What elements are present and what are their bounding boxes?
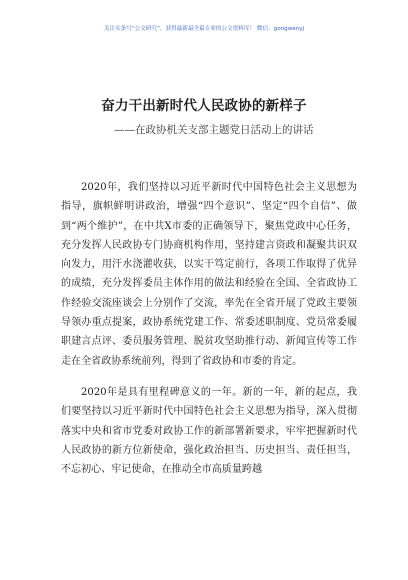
header-banner: 关注头条号“公文研究”，获得最新最全最专业的公文资料库！ 微信：gongwenyj [103, 26, 305, 32]
document-subtitle: ——在政协机关支部主题党日活动上的讲话 [114, 124, 314, 136]
paragraph-2: 2020年是具有里程碑意义的一年。新的一年，新的起点，我们要坚持以习近平新时代中国特色社会主义思想为指导，深入贯彻落实中央和省市党委对政协工作的新部署新要求，牢牢把握新时代人民政协的新方位新使命，强化政治担当、历史担当、责任担当，不忘初心、牢记使命，在推动全市高质量跨越 [61, 386, 357, 476]
document-body [61, 178, 357, 491]
paragraph-1: 2020年，我们坚持以习近平新时代中国特色社会主义思想为指导，旗帜鲜明讲政治，增强“四个意识”、坚定“四个自信”、做到“两个维护”，在中共X市委的正确领导下，聚焦党政中心任务，充分发挥人民政协专门协商机构作用，坚持建言资政和凝聚共识双向发力，用汗水浇灌收获，以实干笃定前行，各项工作取得了优异的成绩，充分发挥委员主体作用的做法和经验在全国、全省政协工作经验交流座谈会上分别作了交流，率先在全省开展了党政主要领导领办重点提案，政协系统党建工作、常委述职制度、党员常委履职建言点评、委员服务管理、脱贫攻坚助推行动、新闻宣传等工作走在全省政协系统前列，得到了省政协和市委的肯定。 [61, 182, 357, 367]
document-title: 奋力干出新时代人民政协的新样子 [101, 98, 307, 114]
